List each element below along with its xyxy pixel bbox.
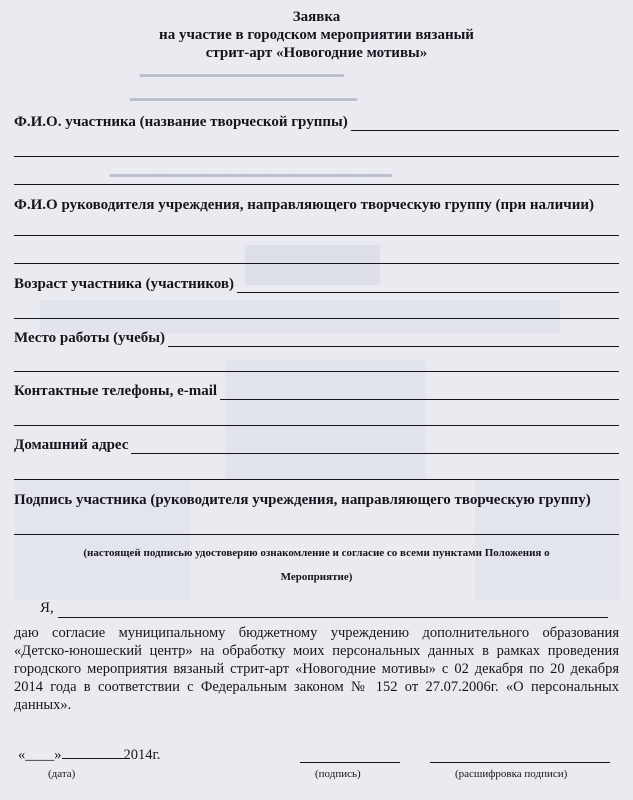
signature-note-end: Мероприятие) (280, 571, 353, 583)
fio-line-2[interactable] (14, 156, 619, 157)
form-title: Заявка (292, 9, 341, 25)
age-line[interactable] (237, 277, 619, 293)
date-day[interactable]: «____» (18, 747, 62, 763)
date-caption: (дата) (48, 768, 76, 780)
signature-caption: (подпись) (315, 768, 361, 780)
signature-bottom-line[interactable] (300, 762, 400, 763)
decoding-line[interactable] (430, 762, 610, 763)
date-year: 2014г. (123, 747, 161, 763)
ghost-text: ━━━━━━━━━━━━━━━━━━━━━━━━━━━━━ (130, 92, 357, 107)
leader-line-2[interactable] (14, 263, 619, 264)
work-line[interactable] (168, 331, 619, 347)
work-field[interactable] (14, 329, 619, 347)
signature-line[interactable] (14, 534, 619, 535)
contacts-label: Контактные телефоны, e-mail (14, 383, 218, 399)
fio-line[interactable] (351, 115, 619, 131)
address-label: Домашний адрес (14, 437, 129, 453)
fio-field[interactable] (14, 113, 619, 131)
age-label: Возраст участника (участников) (14, 276, 235, 292)
leader-field (14, 196, 619, 214)
decoding-caption: (расшифровка подписи) (455, 768, 568, 780)
contacts-line[interactable] (220, 384, 619, 400)
address-line[interactable] (131, 438, 619, 454)
fio-line-3[interactable] (14, 184, 619, 185)
contacts-field[interactable] (14, 382, 619, 400)
ghost-text: ━━━━━━━━━━━━━━━━━━━━━━━━━━ (140, 68, 344, 83)
contacts-line-2[interactable] (14, 425, 619, 426)
form-subtitle: стрит-арт «Новогодние мотивы» (205, 45, 428, 61)
signature-field (14, 491, 619, 509)
work-line-2[interactable] (14, 371, 619, 372)
form-subtitle: на участие в городском мероприятии вязаный (159, 27, 474, 43)
fio-label: Ф.И.О. участника (название творческой группы) (14, 114, 348, 130)
address-line-2[interactable] (14, 479, 619, 480)
date-month-line[interactable] (62, 758, 124, 759)
leader-line-1[interactable] (14, 235, 619, 236)
ghost-text: ━━━━━━━━━━━━━━━━━━━━━━━━━━━━━━━━━━━━ (110, 168, 392, 183)
age-line-2[interactable] (14, 318, 619, 319)
signature-note: (настоящей подписью удостоверяю ознакомление и согласие со всеми пунктами Положения о (83, 547, 550, 559)
date-row (18, 747, 160, 764)
leader-label: Ф.И.О руководителя учреждения, направляющего творческую группу (при наличии) (14, 197, 594, 213)
consent-name-line[interactable] (58, 617, 608, 618)
consent-text: даю согласие муниципальному бюджетному учреждению дополнительного образования «Детско-юношеский центр» на обработку моих персональных данных в рамках проведения городского мероприятия вязаный стрит-арт «Новогодние мотивы» с 02 декабря по 20 декабря 2014 года в соответствии с Федеральным законом № 152 от 27.07.2006г. «О персональных данных». (14, 625, 619, 713)
work-label: Место работы (учебы) (14, 330, 165, 346)
consent-ya: Я, (40, 600, 54, 616)
signature-label: Подпись участника (руководителя учреждения, направляющего творческую группу) (14, 492, 591, 508)
address-field[interactable] (14, 436, 619, 454)
age-field[interactable] (14, 275, 619, 293)
